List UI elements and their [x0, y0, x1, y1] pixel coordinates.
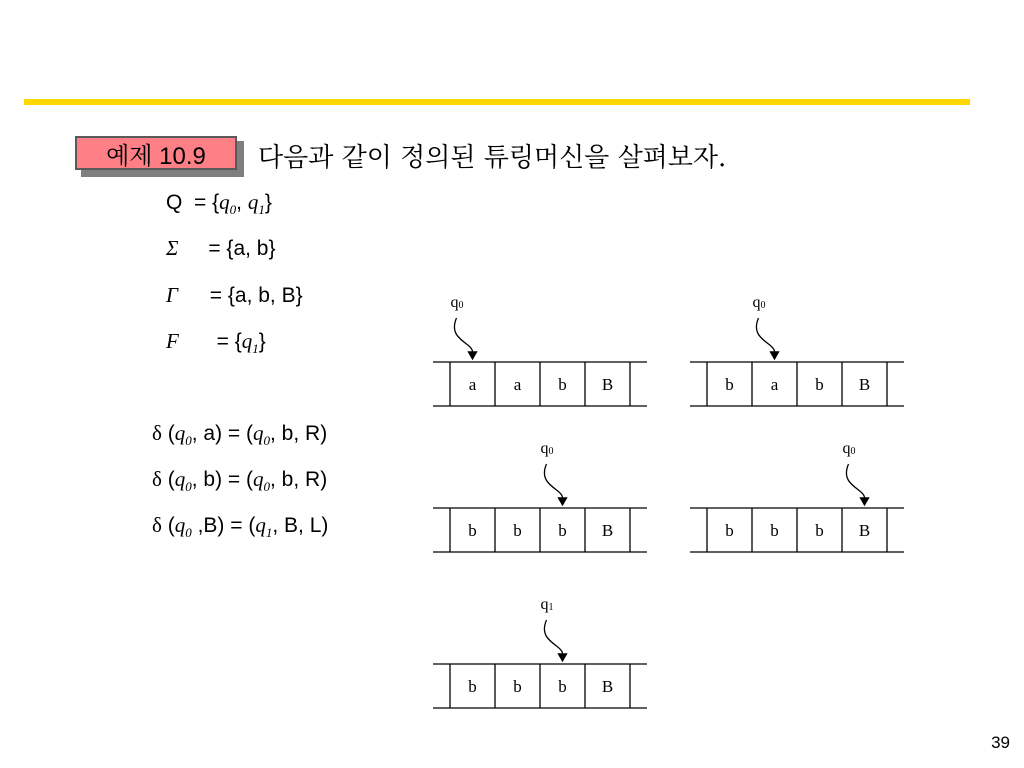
tape-cell-symbol: B: [858, 521, 871, 540]
def-q-sep: ,: [236, 191, 248, 214]
transition-rest: , b, R): [270, 422, 328, 445]
def-q1-sub: 1: [258, 202, 265, 218]
def-q0-sub: 0: [229, 202, 237, 218]
head-state-label: q0: [450, 294, 464, 311]
transition-to-sub: 1: [265, 525, 273, 541]
tape-cell-symbol: a: [468, 375, 477, 394]
head-state-label: q0: [540, 440, 554, 457]
delta-symbol: δ: [152, 467, 162, 491]
tape-cell-symbol: b: [468, 521, 477, 540]
transition-state-sub: 0: [185, 433, 192, 449]
def-sigma-set: = {a, b}: [208, 237, 276, 260]
transition-input: ,B) = (: [191, 514, 256, 537]
tape-cell-symbol: b: [558, 677, 567, 696]
def-f-close: }: [258, 330, 266, 353]
head-state-subscript: 1: [548, 602, 554, 613]
transition-state-sub: 0: [185, 479, 192, 495]
head-state-label: q0: [842, 440, 856, 457]
transition-state: q: [174, 467, 186, 491]
def-gamma-symbol: Γ: [166, 283, 178, 307]
transition-input: , a) = (: [191, 422, 254, 445]
def-sigma-symbol: Σ: [166, 236, 179, 260]
transition-open: (: [161, 468, 175, 491]
transition-to: q: [253, 421, 264, 445]
tape-cell-symbol: b: [770, 521, 779, 540]
tape-cell-symbol: B: [601, 521, 614, 540]
transition-state-sub: 0: [185, 525, 192, 541]
tape-cell-symbol: B: [858, 375, 871, 394]
def-gamma-set: = {a, b, B}: [209, 284, 303, 307]
transition-state: q: [174, 513, 186, 537]
tape-cell-symbol: b: [558, 375, 567, 394]
transition-to-sub: 0: [263, 479, 271, 495]
head-state-subscript: 0: [548, 446, 554, 457]
tape-cell-symbol: b: [468, 677, 477, 696]
head-state-subscript: 0: [850, 446, 856, 457]
tape-cell-symbol: b: [815, 521, 824, 540]
head-state-label: q0: [752, 294, 766, 311]
tape-cell-symbol: b: [725, 521, 734, 540]
transition-to: q: [255, 513, 266, 537]
page-number: 39: [991, 733, 1010, 752]
tape-cell-symbol: b: [513, 677, 522, 696]
def-q-close: }: [264, 191, 272, 214]
tape-cell-symbol: B: [601, 375, 614, 394]
head-state-label: q1: [540, 596, 554, 613]
tape-cell-symbol: a: [770, 375, 779, 394]
transition-input: , b) = (: [191, 468, 254, 491]
def-f-open: = {: [216, 330, 242, 353]
def-q1: q: [247, 190, 259, 214]
transition-state: q: [174, 421, 186, 445]
def-q-label: Q: [166, 191, 183, 214]
transition-rest: , b, R): [270, 468, 328, 491]
example-badge-label: 예제 10.9: [106, 142, 206, 170]
transition-to: q: [253, 467, 264, 491]
def-f-sub: 1: [252, 341, 259, 357]
tape-cell-symbol: b: [815, 375, 824, 394]
head-arrow-icon: [544, 620, 562, 661]
def-f-q: q: [241, 329, 253, 353]
head-arrow-icon: [454, 318, 472, 359]
def-q-open: = {: [194, 191, 220, 214]
slide-heading: 다음과 같이 정의된 튜링머신을 살펴보자.: [258, 143, 727, 173]
transition-open: (: [161, 514, 175, 537]
def-f-symbol: F: [166, 329, 179, 353]
tape-cell-symbol: b: [558, 521, 567, 540]
head-state-subscript: 0: [458, 300, 464, 311]
head-arrow-icon: [544, 464, 562, 505]
delta-symbol: δ: [152, 421, 162, 445]
transition-open: (: [161, 422, 175, 445]
def-q0: q: [219, 190, 230, 214]
tape-cell-symbol: b: [725, 375, 734, 394]
tape-cell-symbol: a: [513, 375, 522, 394]
transition-rest: , B, L): [272, 514, 329, 537]
delta-symbol: δ: [152, 513, 162, 537]
transition-to-sub: 0: [263, 433, 271, 449]
head-arrow-icon: [756, 318, 774, 359]
tape-cell-symbol: b: [513, 521, 522, 540]
head-arrow-icon: [846, 464, 864, 505]
tape-cell-symbol: B: [601, 677, 614, 696]
head-state-subscript: 0: [760, 300, 766, 311]
